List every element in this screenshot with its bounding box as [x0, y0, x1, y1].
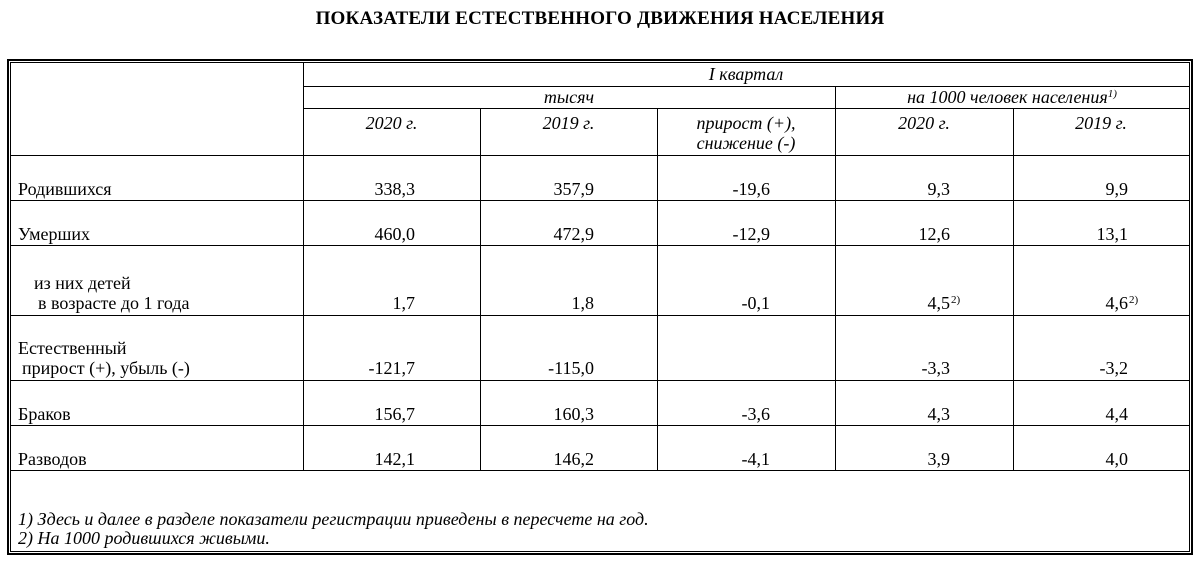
footnote-ref: 1) [1107, 88, 1117, 100]
cell-change: -4,1 [741, 449, 770, 469]
cell-change: -3,6 [741, 404, 770, 424]
row-rule [10, 245, 1189, 246]
cell-2020-rel: -3,3 [921, 358, 950, 378]
cell-change: -12,9 [732, 224, 770, 244]
cell-2020-rel: 3,9 [927, 449, 950, 469]
cell-2019-abs: 146,2 [553, 449, 594, 469]
row-label: Родившихся [18, 179, 112, 199]
cell-2020-abs: 1,7 [392, 293, 415, 313]
header-rule-groups [303, 108, 1189, 109]
header-2020-abs: 2020 г. [365, 113, 418, 133]
header-period: I квартал [708, 64, 784, 84]
cell-2019-rel: 9,9 [1105, 179, 1128, 199]
cell-change: -19,6 [732, 179, 770, 199]
cell-2020-abs: -121,7 [368, 358, 415, 378]
cell-2019-rel: -3,2 [1099, 358, 1128, 378]
cell-2019-rel: 4,4 [1105, 404, 1128, 424]
cell-2019-abs: 1,8 [571, 293, 594, 313]
header-2019-abs: 2019 г. [542, 113, 595, 133]
header-group-per1000: на 1000 человек населения$^{1)}$ [907, 87, 1117, 107]
row-label: Браков [18, 404, 71, 424]
row-rule [10, 425, 1189, 426]
cell-2020-abs: 156,7 [374, 404, 415, 424]
footnote-2: 2) На 1000 родившихся живыми. [18, 528, 270, 548]
header-2019-rel: 2019 г. [1075, 113, 1127, 133]
cell-2020-rel: 12,6 [918, 224, 950, 244]
header-change-line1: прирост (+), [696, 113, 796, 133]
cell-2019-abs: 472,9 [553, 224, 594, 244]
header-2020-rel: 2020 г. [898, 113, 950, 133]
cell-2020-abs: 142,1 [374, 449, 415, 469]
page-title: ПОКАЗАТЕЛИ ЕСТЕСТВЕННОГО ДВИЖЕНИЯ НАСЕЛЕНИЯ [315, 8, 885, 29]
row-rule [10, 315, 1189, 316]
header-group-thousands: тысяч [543, 87, 595, 107]
row-rule [10, 200, 1189, 201]
cell-2020-abs: 460,0 [374, 224, 415, 244]
cell-2020-abs: 338,3 [374, 179, 415, 199]
row-label: Умерших [18, 224, 91, 244]
cell-2019-rel: 4,6 2) [1105, 293, 1139, 313]
row-label: из них детей [34, 273, 131, 293]
header-change-line2: снижение (-) [696, 133, 796, 153]
row-label: Разводов [18, 449, 87, 469]
table-body-bottom-rule [10, 470, 1189, 471]
cell-2019-rel: 4,0 [1105, 449, 1128, 469]
cell-change: -0,1 [741, 293, 770, 313]
row-rule [10, 380, 1189, 381]
row-label-line2: прирост (+), убыль (-) [22, 358, 190, 378]
cell-2020-rel: 4,5 2) [927, 293, 961, 313]
cell-2020-rel: 9,3 [927, 179, 950, 199]
cell-2019-abs: 357,9 [553, 179, 594, 199]
footnote-1: 1) Здесь и далее в разделе показатели регистрации приведены в пересчете на год. [18, 509, 649, 529]
row-label: Естественный [18, 338, 127, 358]
cell-2019-abs: 160,3 [553, 404, 594, 424]
cell-2019-abs: -115,0 [548, 358, 594, 378]
cell-2020-rel: 4,3 [927, 404, 950, 424]
cell-2019-rel: 13,1 [1096, 224, 1128, 244]
row-label-line2: в возрасте до 1 года [38, 293, 190, 313]
